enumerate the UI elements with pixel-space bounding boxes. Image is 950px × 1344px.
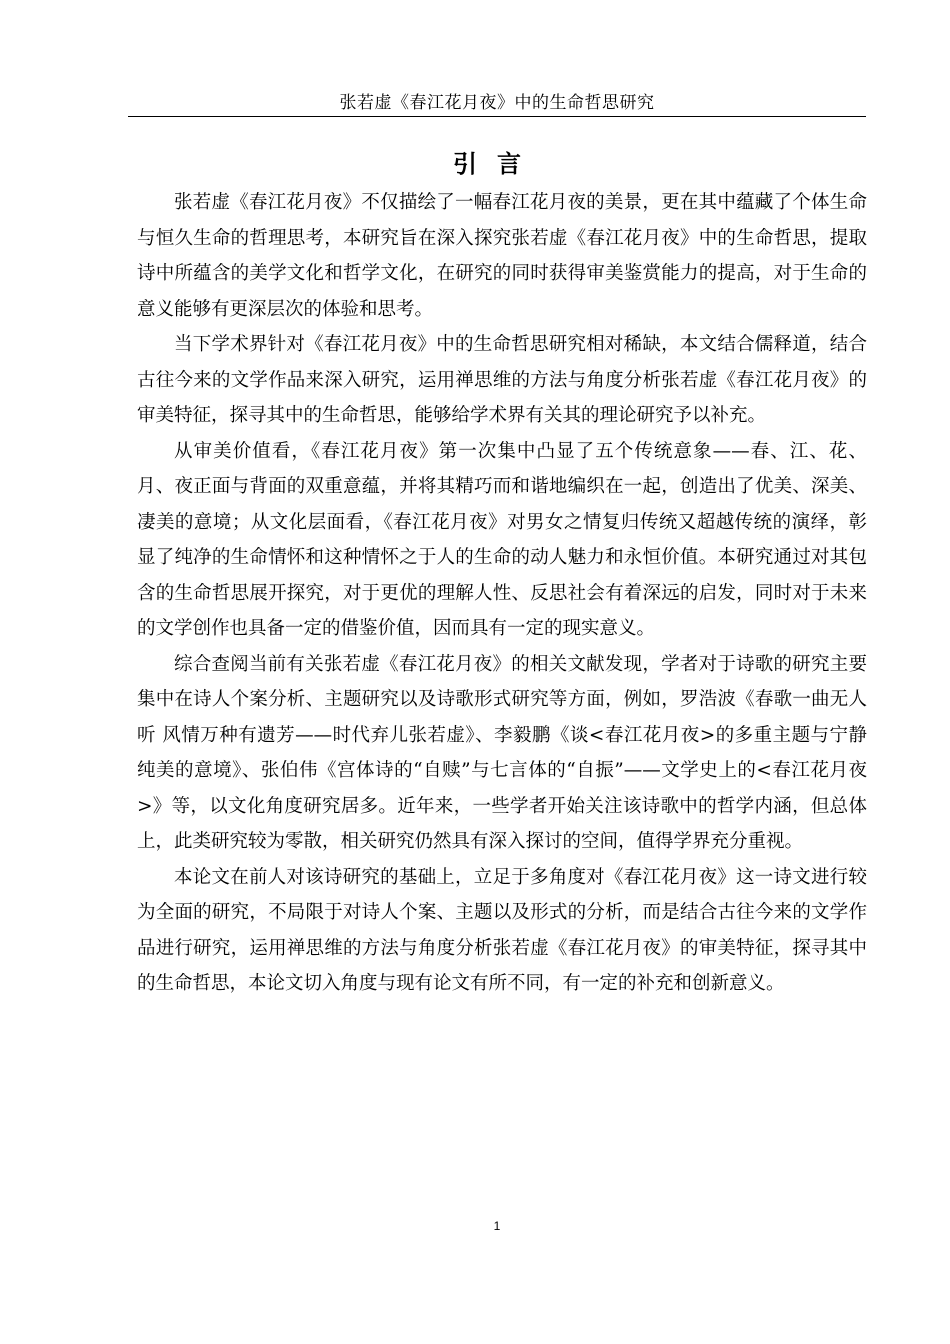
page-number: 1: [493, 1219, 501, 1233]
paragraph-5: 本论文在前人对该诗研究的基础上，立足于多角度对《春江花月夜》这一诗文进行较为全面的研究，不局限于对诗人个案、主题以及形式的分析，而是结合古往今来的文学作品进行研究，运用禅思维的方法与角度分析张若虚《春江花月夜》的审美特征，探寻其中的生命哲思，本论文切入角度与现有论文有所不同，有一定的补充和创新意义。: [137, 866, 867, 994]
paragraph-3: 从审美价值看，《春江花月夜》第一次集中凸显了五个传统意象——春、江、花、月、夜正面与背面的双重意蕴，并将其精巧而和谐地编织在一起，创造出了优美、深美、凄美的意境；从文化层面看，《春江花月夜》对男女之情复归传统又超越传统的演绎，彰显了纯净的生命情怀和这种情怀之于人的生命的动人魅力和永恒价值。本研究通过对其包含的生命哲思展开探究，对于更优的理解人性、反思社会有着深远的启发，同时对于未来的文学创作也具备一定的借鉴价值，因而具有一定的现实意义。: [137, 440, 867, 639]
section-title: 引言: [453, 150, 541, 178]
paragraph-1: 张若虚《春江花月夜》不仅描绘了一幅春江花月夜的美景，更在其中蕴藏了个体生命与恒久生命的哲理思考，本研究旨在深入探究张若虚《春江花月夜》中的生命哲思，提取诗中所蕴含的美学文化和哲学文化，在研究的同时获得审美鉴赏能力的提高，对于生命的意义能够有更深层次的体验和思考。: [137, 192, 867, 320]
page-header: [128, 92, 866, 117]
paragraph-2: 当下学术界针对《春江花月夜》中的生命哲思研究相对稀缺，本文结合儒释道，结合古往今来的文学作品来深入研究，运用禅思维的方法与角度分析张若虚《春江花月夜》的审美特征，探寻其中的生命哲思，能够给学术界有关其的理论研究予以补充。: [137, 334, 867, 426]
body-text: [137, 185, 867, 1002]
paragraph-4: 综合查阅当前有关张若虚《春江花月夜》的相关文献发现，学者对于诗歌的研究主要集中在诗人个案分析、主题研究以及诗歌形式研究等方面，例如，罗浩波《春歌一曲无人听 风情万种有遗芳——时代弃儿张若虚》、李毅鹏《谈<春江花月夜>的多重主题与宁静纯美的意境》、张伯伟《宫体诗的“自赎”与七言体的“自振”——文学史上的<春江花月夜>》等，以文化角度研究居多。近年来，一些学者开始关注该诗歌中的哲学内涵，但总体上，此类研究较为零散，相关研究仍然具有深入探讨的空间，值得学界充分重视。: [137, 653, 867, 852]
header-title: 张若虚《春江花月夜》中的生命哲思研究: [339, 93, 655, 113]
